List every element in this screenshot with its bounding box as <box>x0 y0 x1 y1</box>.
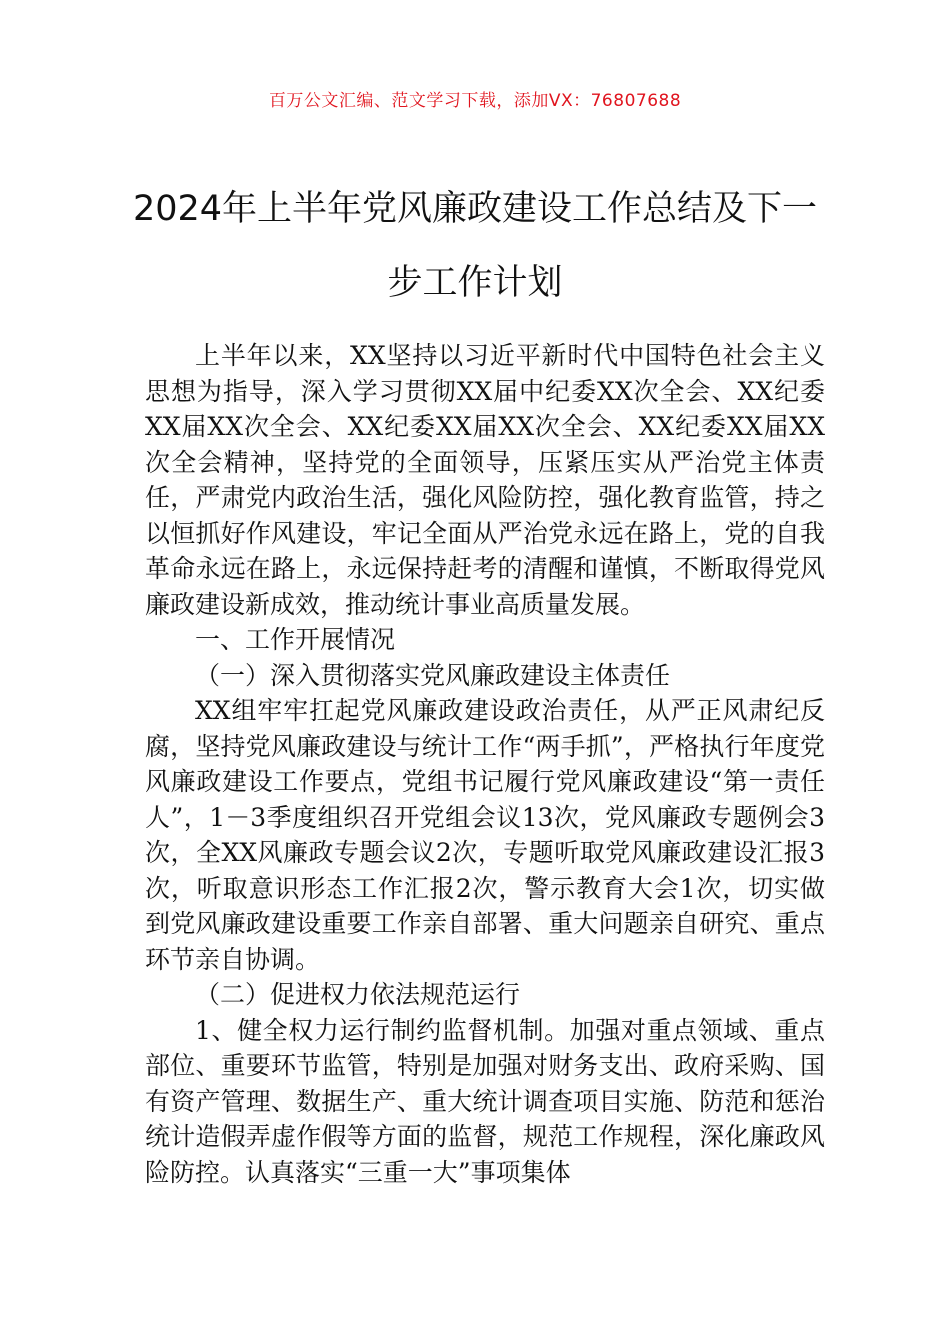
document-title: 2024年上半年党风廉政建设工作总结及下一步工作计划 <box>132 189 818 303</box>
subsection-heading-1: （一）深入贯彻落实党风廉政建设主体责任 <box>195 660 671 690</box>
subsection-heading-2: （二）促进权力依法规范运行 <box>195 980 521 1009</box>
section-heading-1: 一、工作开展情况 <box>195 625 396 654</box>
document-body <box>145 338 825 1190</box>
intro-paragraph: 上半年以来，XX坚持以习近平新时代中国特色社会主义思想为指导，深入学习贯彻XX届中纪委XX次全会、XX纪委XX届XX次全会、XX纪委XX届XX次全会、XX纪委XX届XX次全会精神，坚持党的全面领导，压紧压实从严治党主体责任，严肃党内政治生活，强化风险防控，强化教育监管，持之以恒抓好作风建设，牢记全面从严治党永远在路上，党的自我革命永远在路上，永远保持赶考的清醒和谨慎，不断取得党风廉政建设新成效，推动统计事业高质量发展。 <box>145 341 825 619</box>
body-paragraph: XX组牢牢扛起党风廉政建设政治责任，从严正风肃纪反腐，坚持党风廉政建设与统计工作“两手抓”，严格执行年度党风廉政建设工作要点，党组书记履行党风廉政建设“第一责任人”，1－3季度组织召开党组会议13次，党风廉政专题例会3次，全XX风廉政专题会议2次，专题听取党风廉政建设汇报3次，听取意识形态工作汇报2次，警示教育大会1次，切实做到党风廉政建设重要工作亲自部署、重大问题亲自研究、重点环节亲自协调。 <box>145 696 825 974</box>
download-banner: 百万公文汇编、范文学习下载，添加VX：76807688 <box>268 91 682 111</box>
body-paragraph: 1、健全权力运行制约监督机制。加强对重点领域、重点部位、重要环节监管，特别是加强对财务支出、政府采购、国有资产管理、数据生产、重大统计调查项目实施、防范和惩治统计造假弄虚作假等方面的监督，规范工作规程，深化廉政风险防控。认真落实“三重一大”事项集体 <box>145 1015 825 1187</box>
